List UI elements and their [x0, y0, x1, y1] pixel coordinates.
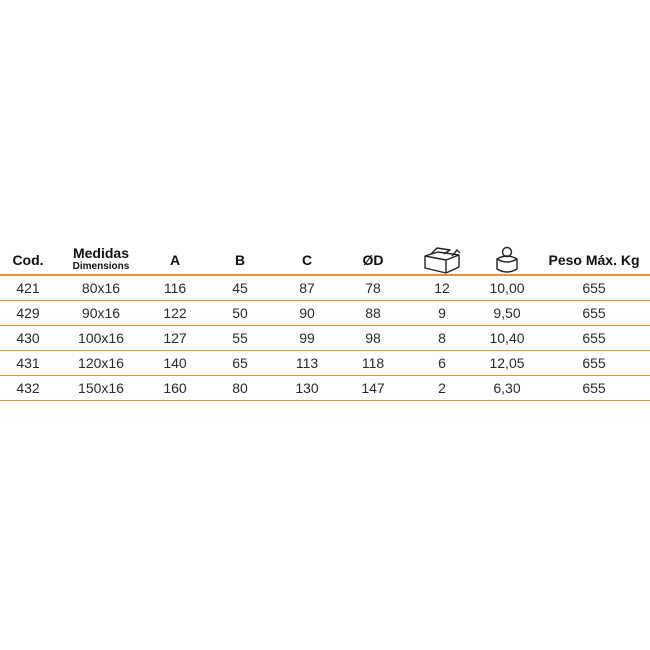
table-row: [0, 326, 650, 351]
cell-qty: 8: [438, 330, 446, 346]
cell-od: 118: [361, 355, 385, 371]
cell-b: 65: [232, 355, 248, 371]
header-cod: Cod.: [12, 252, 44, 268]
cell-peso: 655: [582, 380, 606, 396]
header-peso: Peso Máx. Kg: [548, 252, 640, 268]
cell-cod: 429: [16, 305, 40, 321]
header-b: B: [234, 252, 246, 268]
cell-medidas: 80x16: [81, 280, 121, 296]
header-c: C: [301, 252, 313, 268]
cell-od: 88: [365, 305, 381, 321]
cell-weight: 6,30: [493, 380, 521, 396]
cell-a: 116: [163, 280, 187, 296]
table-row: [0, 351, 650, 376]
cell-qty: 12: [434, 280, 450, 296]
header-dimensions-label: Dimensions: [72, 261, 130, 272]
cell-cod: 430: [16, 330, 40, 346]
header-medidas-label: Medidas: [72, 245, 129, 261]
table-row: [0, 301, 650, 326]
spec-table: [0, 234, 650, 401]
cell-a: 127: [163, 330, 187, 346]
cell-weight: 9,50: [493, 305, 521, 321]
cell-b: 55: [232, 330, 248, 346]
cell-cod: 432: [16, 380, 40, 396]
cell-qty: 9: [438, 305, 446, 321]
table-body: [0, 276, 650, 401]
cell-od: 98: [365, 330, 381, 346]
cell-weight: 10,00: [489, 280, 525, 296]
cell-medidas: 150x16: [78, 380, 124, 396]
cell-c: 130: [295, 380, 319, 396]
cell-peso: 655: [582, 330, 606, 346]
header-a: A: [169, 252, 181, 268]
table-row: [0, 276, 650, 301]
cell-weight: 12,05: [489, 355, 525, 371]
table-header: [0, 234, 650, 276]
cell-qty: 2: [438, 380, 446, 396]
cell-medidas: 120x16: [78, 355, 124, 371]
cell-c: 99: [299, 330, 315, 346]
cell-qty: 6: [438, 355, 446, 371]
cell-a: 122: [163, 305, 187, 321]
cell-b: 50: [232, 305, 248, 321]
cell-peso: 655: [582, 355, 606, 371]
cell-od: 78: [365, 280, 381, 296]
cell-peso: 655: [582, 280, 606, 296]
cell-peso: 655: [582, 305, 606, 321]
cell-b: 80: [232, 380, 248, 396]
cell-c: 87: [299, 280, 315, 296]
header-od: ØD: [362, 252, 384, 268]
cell-cod: 421: [16, 280, 40, 296]
cell-c: 90: [299, 305, 315, 321]
cell-medidas: 100x16: [78, 330, 124, 346]
header-medidas: [73, 234, 130, 280]
box-icon: [422, 234, 462, 280]
cell-a: 140: [163, 355, 187, 371]
cell-weight: 10,40: [489, 330, 525, 346]
cell-cod: 431: [16, 355, 40, 371]
cell-c: 113: [295, 355, 319, 371]
weight-icon: [494, 234, 520, 280]
cell-od: 147: [361, 380, 385, 396]
table-row: [0, 376, 650, 401]
cell-b: 45: [232, 280, 248, 296]
cell-medidas: 90x16: [81, 305, 121, 321]
cell-a: 160: [163, 380, 187, 396]
